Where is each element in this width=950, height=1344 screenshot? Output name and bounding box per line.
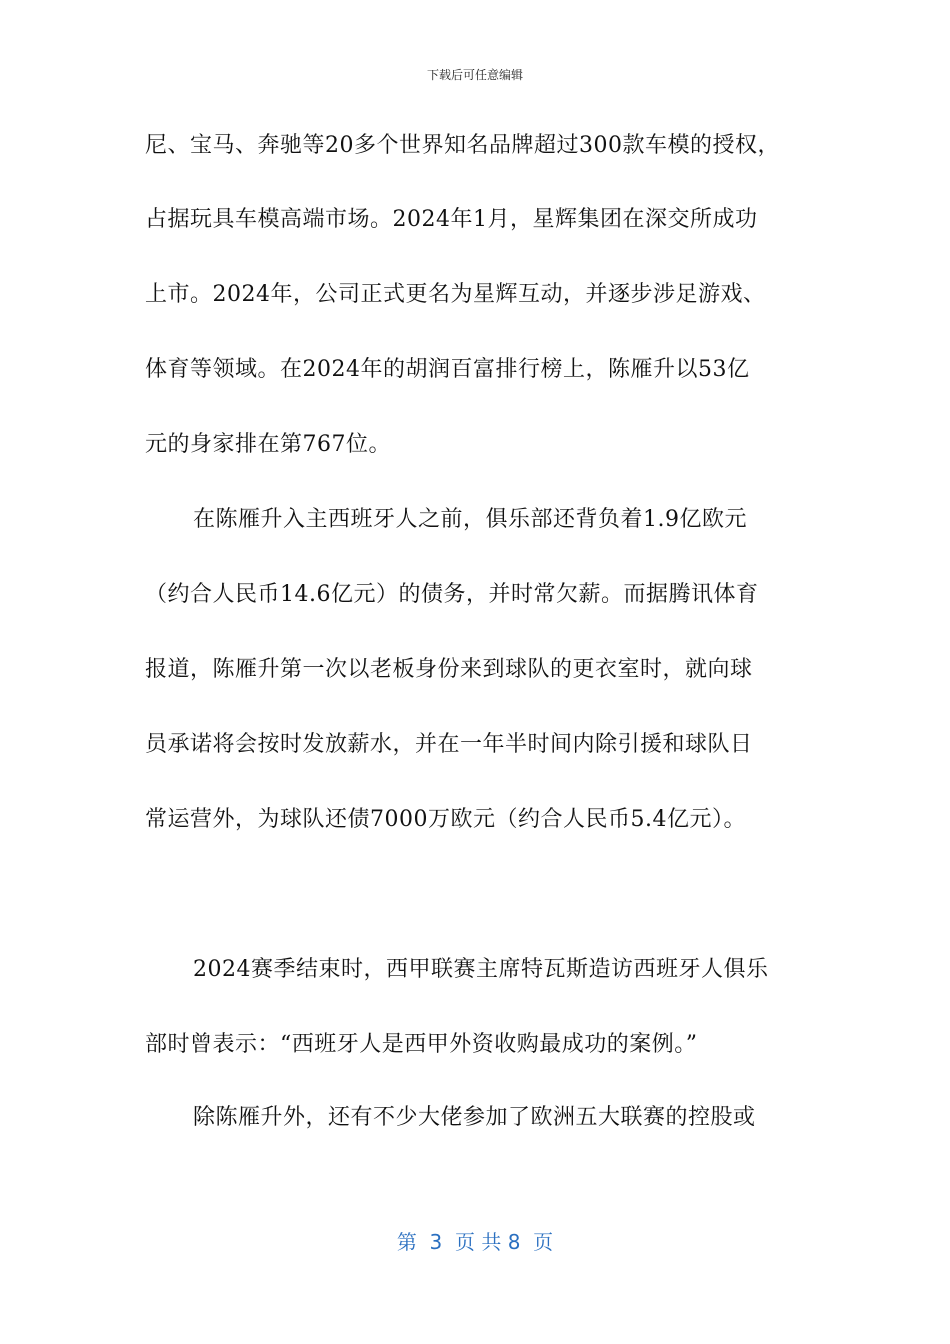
paragraph-1-line-1: 尼、宝马、奔驰等20多个世界知名品牌超过300款车模的授权， bbox=[145, 133, 780, 158]
paragraph-2-line-2: （约合人民币14.6亿元）的债务，并时常欠薪。而据腾讯体育 bbox=[145, 582, 759, 607]
paragraph-2-line-5: 常运营外，为球队还债7000万欧元（约合人民币5.4亿元）。 bbox=[145, 807, 746, 832]
paragraph-2-line-1: 在陈雁升入主西班牙人之前，俱乐部还背负着1.9亿欧元 bbox=[193, 507, 747, 532]
paragraph-1-line-2: 占据玩具车模高端市场。2024年1月，星辉集团在深交所成功 bbox=[145, 207, 758, 232]
paragraph-3-line-2: 部时曾表示：“西班牙人是西甲外资收购最成功的案例。” bbox=[145, 1032, 698, 1057]
page-header: 下载后可任意编辑 bbox=[426, 68, 523, 82]
page-footer: 第 3 页 共 8 页 bbox=[396, 1230, 554, 1254]
paragraph-1-line-3: 上市。2024年，公司正式更名为星辉互动，并逐步涉足游戏、 bbox=[145, 282, 766, 307]
paragraph-3-line-1: 2024赛季结束时，西甲联赛主席特瓦斯造访西班牙人俱乐 bbox=[193, 957, 769, 982]
paragraph-1-line-4: 体育等领域。在2024年的胡润百富排行榜上，陈雁升以53亿 bbox=[145, 357, 750, 382]
paragraph-2-line-3: 报道，陈雁升第一次以老板身份来到球队的更衣室时，就向球 bbox=[145, 657, 753, 682]
paragraph-2-line-4: 员承诺将会按时发放薪水，并在一年半时间内除引援和球队日 bbox=[145, 732, 753, 757]
paragraph-1-line-5: 元的身家排在第767位。 bbox=[145, 432, 391, 457]
paragraph-4-line-1: 除陈雁升外，还有不少大佬参加了欧洲五大联赛的控股或 bbox=[193, 1105, 756, 1130]
